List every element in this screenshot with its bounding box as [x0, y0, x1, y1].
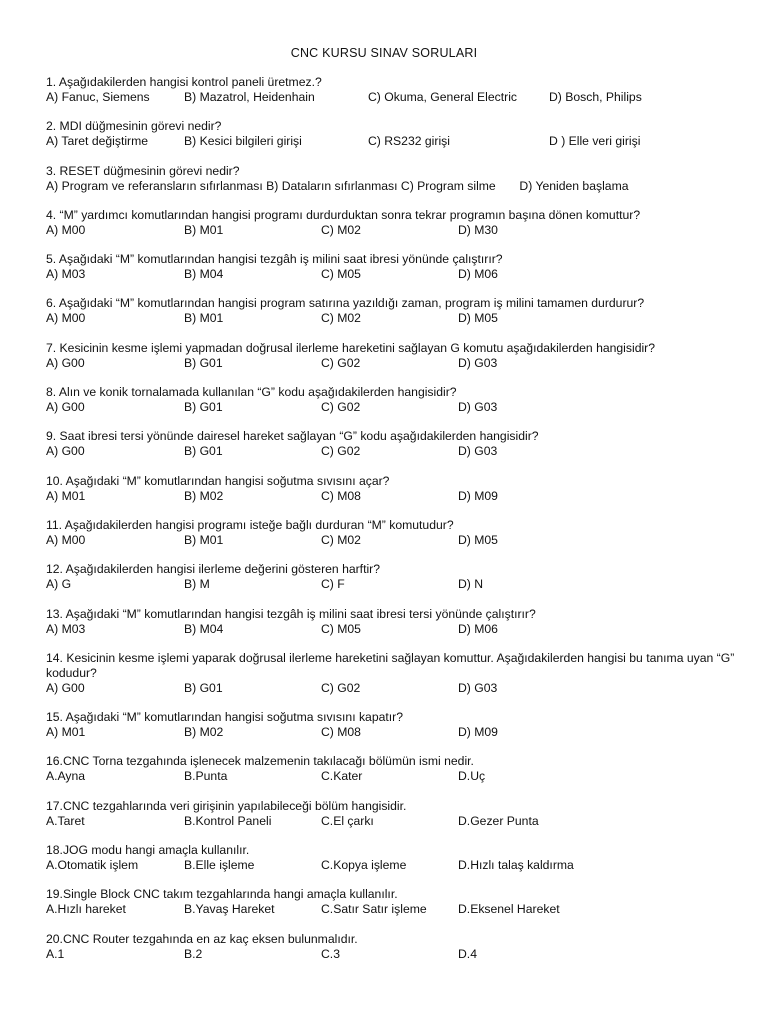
option-a: A) Taret değiştirme: [46, 134, 149, 149]
inline-options: A) Program ve referansların sıfırlanması B) Dataların sıfırlanması C) Program silme D) Yeniden başlama: [46, 178, 629, 193]
option-c: C) RS232 girişi: [368, 134, 450, 149]
answer-options: [46, 179, 746, 194]
question-7: [46, 341, 746, 385]
option-b: B) M04: [184, 267, 224, 282]
question-5: [46, 252, 746, 296]
answer-options: [46, 489, 746, 504]
answer-options: [46, 858, 746, 873]
option-c: C) M02: [321, 311, 361, 326]
option-b: B) G01: [184, 355, 223, 370]
option-a: A) M03: [46, 267, 86, 282]
option-a: A.Hızlı hareket: [46, 902, 126, 917]
question-stem: 4. “M” yardımcı komutlarından hangisi programı durdurduktan sonra tekrar programın başına dönen komuttur?: [46, 207, 641, 222]
question-10: [46, 474, 746, 518]
answer-options: [46, 267, 746, 282]
option-b: B) Kesici bilgileri girişi: [184, 134, 302, 149]
option-b: B) G01: [184, 680, 223, 695]
option-d: D.4: [458, 946, 477, 961]
question-stem: 17.CNC tezgahlarında veri girişinin yapılabileceği bölüm hangisidir.: [46, 798, 407, 813]
option-b: B.Yavaş Hareket: [184, 902, 275, 917]
option-b: B) M04: [184, 621, 224, 636]
option-c: C) G02: [321, 355, 361, 370]
question-stem: 11. Aşağıdakilerden hangisi programı isteğe bağlı durduran “M” komutudur?: [46, 517, 454, 532]
option-d: D) M30: [458, 222, 498, 237]
answer-options: [46, 725, 746, 740]
question-12: [46, 562, 746, 606]
question-stem: 14. Kesicinin kesme işlemi yaparak doğrusal ilerleme hareketini sağlayan komuttur. Aşağıdakilerden hangisi bu tanıma uyan “G” kodudur?: [46, 650, 735, 680]
answer-options: [46, 577, 746, 592]
option-b: B.Elle işleme: [184, 858, 255, 873]
option-d: D) Bosch, Philips: [549, 90, 642, 104]
option-d: D) M05: [458, 311, 498, 326]
option-a: A.Ayna: [46, 769, 86, 784]
option-a: A) M01: [46, 725, 86, 740]
question-1: [46, 75, 746, 119]
option-d: D.Gezer Punta: [458, 813, 539, 828]
option-b: B) G01: [184, 444, 223, 459]
question-stem: 15. Aşağıdaki “M” komutlarından hangisi soğutma sıvısını kapatır?: [46, 710, 404, 725]
option-d: D.Uç: [458, 769, 486, 784]
question-2: [46, 119, 746, 163]
question-18: [46, 843, 746, 887]
answer-options: [46, 902, 746, 917]
option-a: A) G00: [46, 680, 85, 695]
question-stem: 3. RESET düğmesinin görevi nedir?: [46, 163, 240, 178]
question-stem: 1. Aşağıdakilerden hangisi kontrol paneli üretmez.?: [46, 75, 322, 89]
answer-options: [46, 400, 746, 415]
question-16: [46, 754, 746, 798]
answer-options: [46, 947, 746, 962]
question-8: [46, 385, 746, 429]
answer-options: [46, 622, 746, 637]
option-b: B) Mazatrol, Heidenhain: [184, 90, 315, 104]
question-list: [46, 75, 746, 976]
answer-options: [46, 356, 746, 371]
option-d: D ) Elle veri girişi: [549, 134, 641, 149]
option-b: B) M: [184, 577, 210, 592]
question-19: [46, 887, 746, 931]
option-c: C) M02: [321, 532, 361, 547]
question-4: [46, 208, 746, 252]
answer-options: [46, 311, 746, 326]
option-a: A.Otomatik işlem: [46, 858, 139, 873]
option-b: B) M02: [184, 725, 224, 740]
question-stem: 19.Single Block CNC takım tezgahlarında hangi amaçla kullanılır.: [46, 887, 398, 902]
option-b: B.2: [184, 946, 203, 961]
option-b: B) M02: [184, 488, 224, 503]
question-stem: 7. Kesicinin kesme işlemi yapmadan doğrusal ilerleme hareketini sağlayan G komutu aşağıdakilerden hangisidir?: [46, 340, 656, 355]
question-6: [46, 296, 746, 340]
option-d: D) M05: [458, 532, 498, 547]
option-c: C) M05: [321, 621, 361, 636]
answer-options: [46, 223, 746, 238]
option-c: C) Okuma, General Electric: [368, 90, 517, 104]
question-17: [46, 799, 746, 843]
option-a: A) G: [46, 577, 72, 592]
option-b: B) G01: [184, 400, 223, 415]
question-stem: 16.CNC Torna tezgahında işlenecek malzemenin takılacağı bölümün ismi nedir.: [46, 754, 474, 769]
question-stem: 5. Aşağıdaki “M” komutlarından hangisi tezgâh iş milini saat ibresi yönünde çalıştırır?: [46, 252, 503, 267]
question-stem: 6. Aşağıdaki “M” komutlarından hangisi program satırına yazıldığı zaman, program iş milini tamamen durdurur?: [46, 296, 645, 311]
option-b: B.Punta: [184, 769, 228, 784]
option-a: A.1: [46, 946, 65, 961]
option-c: C) M02: [321, 222, 361, 237]
option-a: A) G00: [46, 355, 85, 370]
question-stem: 13. Aşağıdaki “M” komutlarından hangisi tezgâh iş milini saat ibresi tersi yönünde çalıştırır?: [46, 606, 536, 621]
option-d: D) M09: [458, 725, 498, 740]
option-d: D) G03: [458, 444, 498, 459]
page-title: CNC KURSU SINAV SORULARI: [290, 46, 478, 60]
question-stem: 20.CNC Router tezgahında en az kaç eksen bulunmalıdır.: [46, 931, 358, 946]
option-c: C) G02: [321, 680, 361, 695]
answer-options: [46, 681, 746, 696]
option-c: C) M05: [321, 267, 361, 282]
option-d: D) G03: [458, 680, 498, 695]
option-a: A.Taret: [46, 813, 85, 828]
question-20: [46, 932, 746, 976]
option-d: D) M06: [458, 267, 498, 282]
option-d: D.Eksenel Hareket: [458, 902, 560, 917]
option-a: A) M00: [46, 311, 86, 326]
option-a: A) M00: [46, 222, 86, 237]
option-c: C.3: [321, 946, 340, 961]
option-c: C) M08: [321, 488, 361, 503]
answer-options: [46, 533, 746, 548]
option-d: D) M06: [458, 621, 498, 636]
option-a: A) G00: [46, 444, 85, 459]
option-d: D) G03: [458, 355, 498, 370]
answer-options: [46, 769, 746, 784]
option-a: A) Fanuc, Siemens: [46, 90, 150, 104]
option-b: B) M01: [184, 532, 224, 547]
option-c: C.El çarkı: [321, 813, 374, 828]
question-13: [46, 607, 746, 651]
option-a: A) G00: [46, 400, 85, 415]
question-stem: 9. Saat ibresi tersi yönünde dairesel hareket sağlayan “G” kodu aşağıdakilerden hangisidir?: [46, 429, 539, 444]
question-11: [46, 518, 746, 562]
option-c: C) G02: [321, 444, 361, 459]
answer-options: [46, 444, 746, 459]
option-d: D) N: [458, 577, 484, 592]
question-stem: 18.JOG modu hangi amaçla kullanılır.: [46, 843, 250, 858]
question-stem: 10. Aşağıdaki “M” komutlarından hangisi soğutma sıvısını açar?: [46, 473, 390, 488]
option-b: B) M01: [184, 311, 224, 326]
question-9: [46, 429, 746, 473]
option-a: A) M00: [46, 532, 86, 547]
option-b: B.Kontrol Paneli: [184, 813, 272, 828]
answer-options: [46, 90, 746, 105]
option-d: D) G03: [458, 400, 498, 415]
question-stem: 8. Alın ve konik tornalamada kullanılan “G” kodu aşağıdakilerden hangisidir?: [46, 385, 457, 400]
question-stem: 2. MDI düğmesinin görevi nedir?: [46, 119, 222, 134]
option-a: A) M01: [46, 488, 86, 503]
option-c: C) M08: [321, 725, 361, 740]
option-a: A) M03: [46, 621, 86, 636]
answer-options: [46, 814, 746, 829]
option-c: C) F: [321, 577, 345, 592]
option-c: C.Satır Satır işleme: [321, 902, 427, 917]
answer-options: [46, 134, 746, 149]
question-14: [46, 651, 746, 710]
question-3: [46, 164, 746, 208]
option-c: C.Kater: [321, 769, 363, 784]
question-stem: 12. Aşağıdakilerden hangisi ilerleme değerini gösteren harftir?: [46, 562, 381, 577]
option-b: B) M01: [184, 222, 224, 237]
option-c: C) G02: [321, 400, 361, 415]
option-d: D) M09: [458, 488, 498, 503]
option-d: D.Hızlı talaş kaldırma: [458, 858, 574, 873]
question-15: [46, 710, 746, 754]
option-c: C.Kopya işleme: [321, 858, 407, 873]
